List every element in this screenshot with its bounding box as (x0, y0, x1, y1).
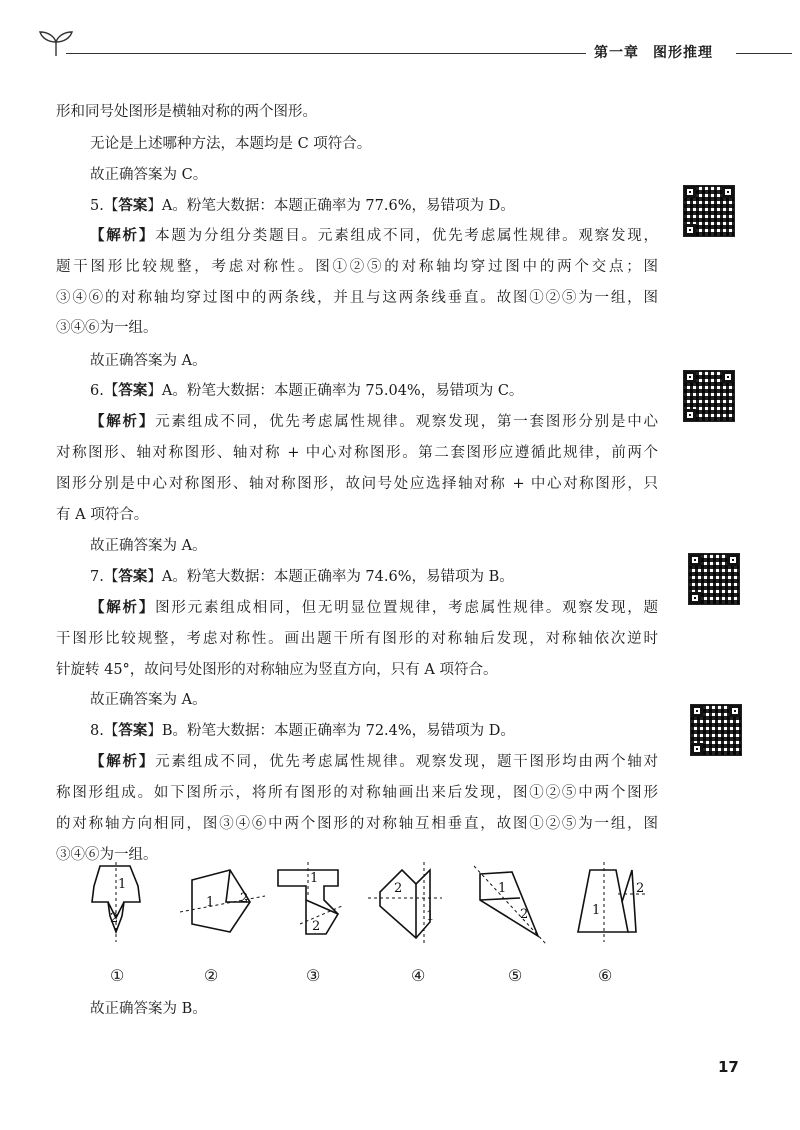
figure-3 (278, 862, 342, 934)
answer-tag: 答案 (118, 569, 148, 585)
analysis-tag: 【解析】 (90, 414, 156, 430)
analysis-line-q8: 【解析】元素组成不同，优先考虑属性规律。观察发现，题干图形均由两个轴对 (90, 754, 659, 770)
answer-line-q7: 7.【答案】A。粉笔大数据：本题正确率为 74.6%，易错项为 B。 (90, 569, 514, 585)
svg-text:2: 2 (312, 919, 321, 934)
answer-tag: 答案 (118, 383, 148, 399)
axis-label-2: 2 (110, 911, 119, 926)
header-rule-left (66, 53, 586, 54)
answer-line-q8: 8.【答案】B。粉笔大数据：本题正确率为 72.4%，易错项为 D。 (90, 723, 515, 739)
paragraph: 无论是上述哪种方法，本题均是 C 项符合。 (90, 136, 372, 152)
figure-row (80, 862, 660, 952)
section-label: 图形推理 (653, 45, 713, 61)
qr-code-q8[interactable] (690, 704, 742, 756)
figure-label-6: ⑥ (598, 966, 613, 985)
figure-6 (578, 862, 646, 942)
figure-label-1: ① (110, 966, 125, 985)
analysis-line: 针旋转 45°，故问号处图形的对称轴应为竖直方向，只有 A 项符合。 (56, 662, 498, 678)
figure-label-3: ③ (306, 966, 321, 985)
figure-label-4: ④ (411, 966, 426, 985)
analysis-line-q7: 【解析】图形元素组成相同，但无明显位置规律，考虑属性规律。观察发现，题 (90, 600, 659, 616)
axis-label-1: 1 (118, 877, 127, 892)
analysis-line: ③④⑥的对称轴均穿过图中的两条线，并且与这两条线垂直。故图①②⑤为一组，图 (56, 290, 658, 306)
analysis-line: ③④⑥为一组。 (56, 320, 158, 336)
analysis-line: 称图形组成。如下图所示，将所有图形的对称轴画出来后发现，图①②⑤中两个图形 (56, 785, 658, 801)
svg-text:1: 1 (498, 881, 507, 896)
analysis-line: 对称图形、轴对称图形、轴对称 + 中心对称图形。第二套图形应遵循此规律，前两个 (56, 445, 658, 461)
svg-text:2: 2 (636, 881, 645, 896)
figure-5 (474, 866, 546, 944)
qr-code-q5[interactable] (683, 185, 735, 237)
analysis-line-q5: 【解析】本题为分组分类题目。元素组成不同，优先考虑属性规律。观察发现， (90, 228, 659, 244)
svg-text:2: 2 (520, 907, 529, 922)
analysis-line: 干图形比较规整，考虑对称性。画出题干所有图形的对称轴后发现，对称轴依次逆时 (56, 631, 658, 647)
analysis-line-q6: 【解析】元素组成不同，优先考虑属性规律。观察发现，第一套图形分别是中心 (90, 414, 659, 430)
answer-line-q5: 5.【答案】A。粉笔大数据：本题正确率为 77.6%，易错项为 D。 (90, 198, 515, 214)
figure-4 (368, 862, 442, 944)
conclusion-q5: 故正确答案为 A。 (90, 353, 207, 369)
analysis-line: 图形分别是中心对称图形、轴对称图形，故问号处应选择轴对称 + 中心对称图形，只 (56, 476, 658, 492)
svg-text:1: 1 (592, 903, 601, 918)
qr-code-q6[interactable] (683, 370, 735, 422)
analysis-line: 有 A 项符合。 (56, 507, 149, 523)
page-number: 17 (718, 1058, 739, 1076)
figure-2 (180, 870, 265, 932)
paragraph: 故正确答案为 C。 (90, 167, 208, 183)
analysis-line: 的对称轴方向相同，图③④⑥中两个图形的对称轴互相垂直，故图①②⑤为一组，图 (56, 816, 658, 832)
svg-text:1: 1 (310, 871, 319, 886)
analysis-tag: 【解析】 (90, 754, 156, 770)
analysis-tag: 【解析】 (90, 228, 156, 244)
svg-text:2: 2 (240, 891, 249, 906)
figure-label-5: ⑤ (508, 966, 523, 985)
conclusion-q6: 故正确答案为 A。 (90, 538, 207, 554)
analysis-line: ③④⑥为一组。 (56, 847, 158, 863)
analysis-tag: 【解析】 (90, 600, 156, 616)
qr-code-q7[interactable] (688, 553, 740, 605)
header-title (594, 42, 713, 62)
svg-text:1: 1 (426, 909, 435, 924)
conclusion-q7: 故正确答案为 A。 (90, 692, 207, 708)
analysis-line: 题干图形比较规整，考虑对称性。图①②⑤的对称轴均穿过图中的两个交点；图 (56, 259, 658, 275)
chapter-label: 第一章 (594, 45, 639, 61)
conclusion-q8: 故正确答案为 B。 (90, 1001, 207, 1017)
svg-text:2: 2 (394, 881, 403, 896)
answer-tag: 答案 (118, 723, 148, 739)
figure-1 (92, 862, 140, 942)
svg-text:1: 1 (206, 895, 215, 910)
header-rule-right (736, 53, 792, 54)
figure-label-2: ② (204, 966, 219, 985)
answer-line-q6: 6.【答案】A。粉笔大数据：本题正确率为 75.04%，易错项为 C。 (90, 383, 524, 399)
paragraph: 形和同号处图形是横轴对称的两个图形。 (56, 104, 317, 120)
answer-tag: 答案 (118, 198, 148, 214)
page-header (0, 28, 800, 68)
